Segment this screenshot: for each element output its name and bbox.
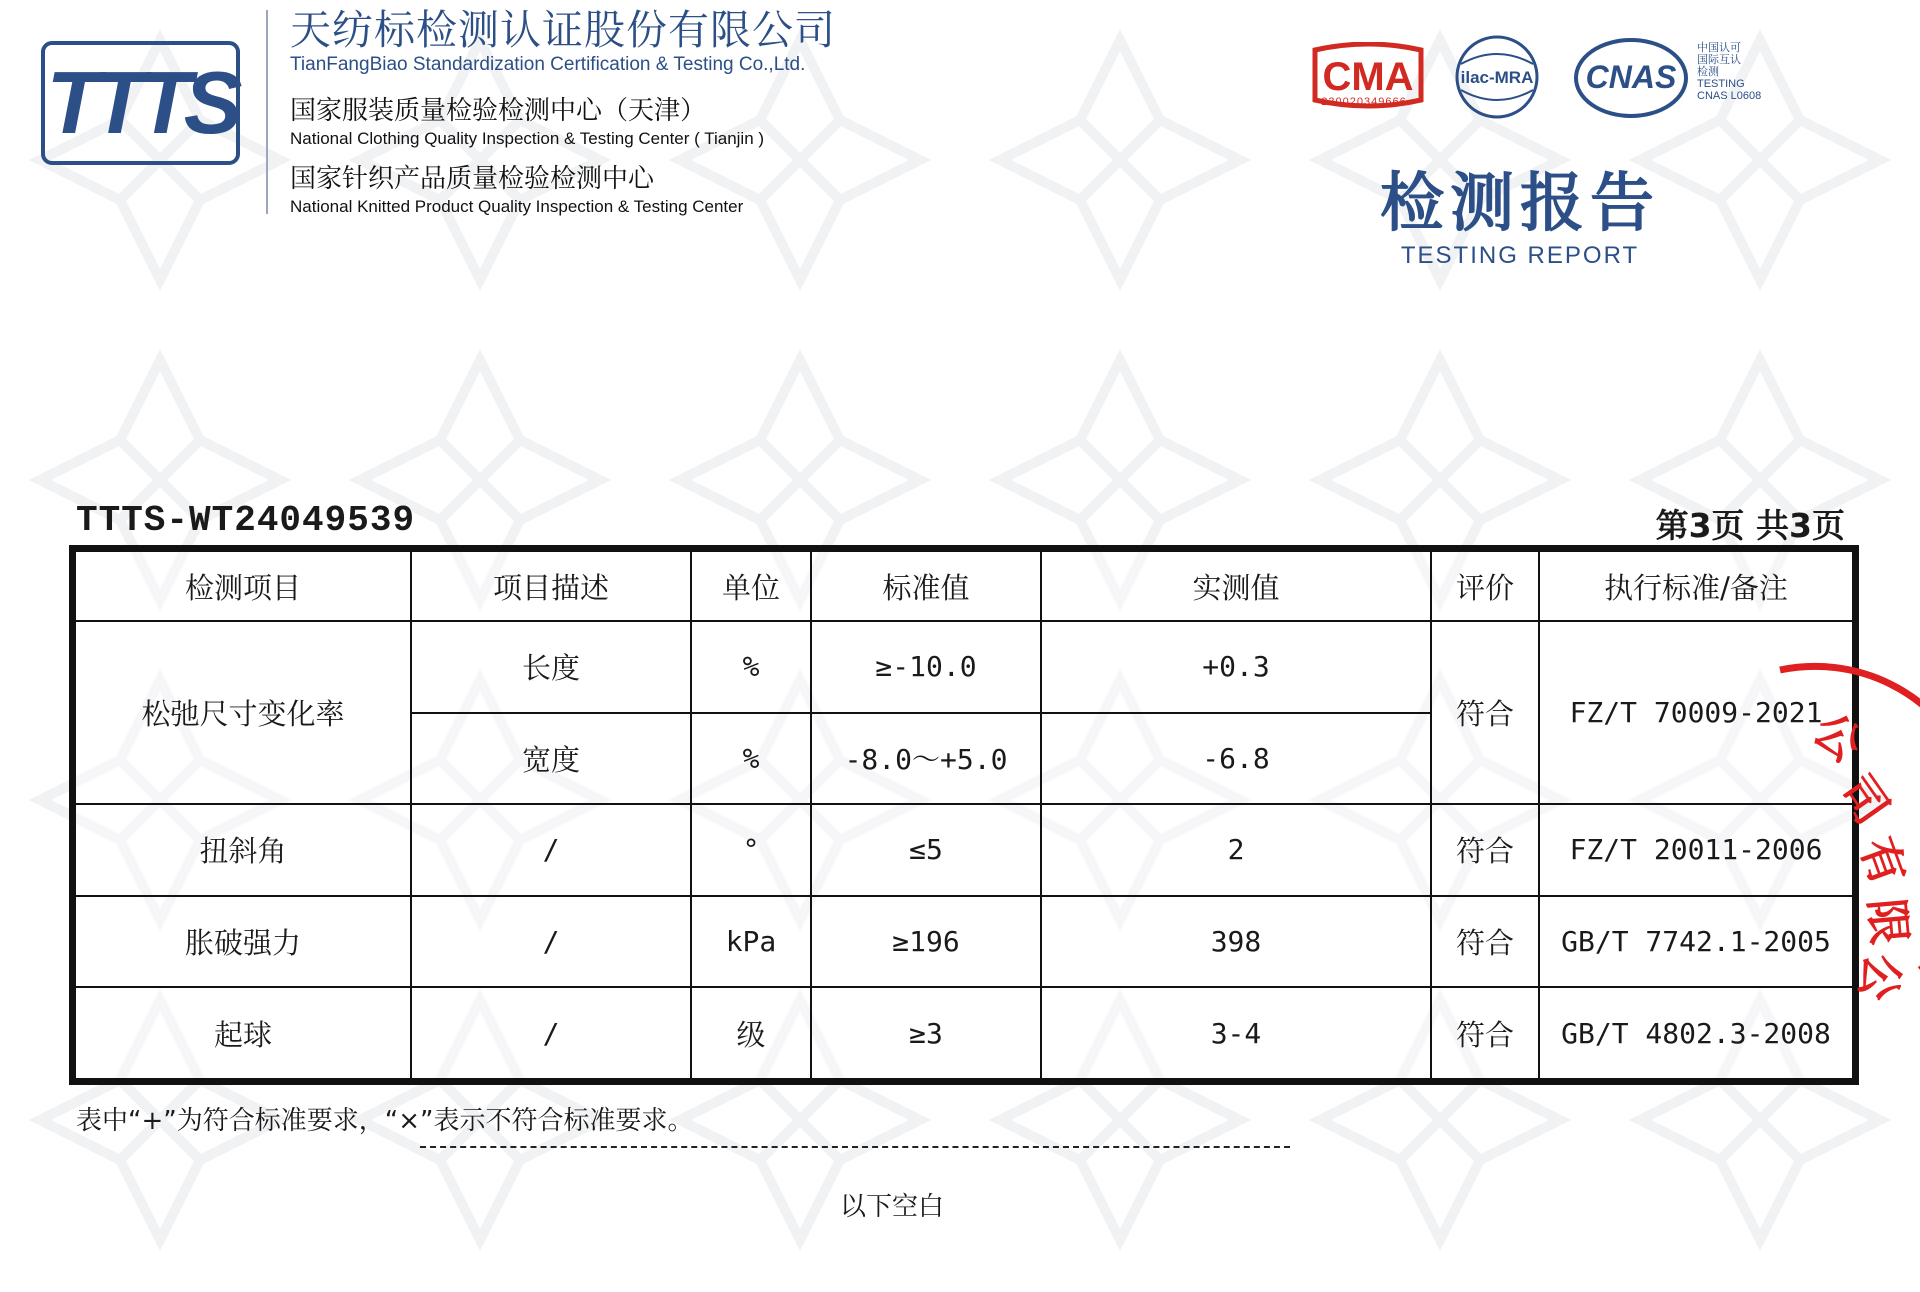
report-title xyxy=(1370,166,1670,270)
cell-item: 松弛尺寸变化率 xyxy=(75,621,411,804)
report-title-en: TESTING REPORT xyxy=(1400,242,1640,269)
cell-spec: -8.0～+5.0 xyxy=(811,713,1041,805)
company-name-en: TianFangBiao Standardization Certification & Testing Co.,Ltd. xyxy=(290,54,806,75)
cell-item: 起球 xyxy=(75,987,411,1079)
header-divider xyxy=(266,10,268,214)
company-name-cn: 天纺标检测认证股份有限公司 xyxy=(290,6,836,54)
cell-measured: 2 xyxy=(1041,804,1431,896)
company-logo: TTTS xyxy=(41,41,240,165)
cnas-mark xyxy=(1573,36,1689,120)
report-number: TTTS-WT24049539 xyxy=(76,500,416,541)
cell-measured: -6.8 xyxy=(1041,713,1431,805)
header-unit: 单位 xyxy=(691,551,811,621)
svg-text:司: 司 xyxy=(1828,765,1900,834)
cell-measured: 398 xyxy=(1041,896,1431,988)
cell-description: 宽度 xyxy=(411,713,691,805)
cell-item: 扭斜角 xyxy=(75,804,411,896)
table-row xyxy=(75,987,1853,1079)
center1-name-en: National Clothing Quality Inspection & Testing Center ( Tianjin ) xyxy=(290,129,765,148)
cell-standard: FZ/T 70009-2021 xyxy=(1539,621,1853,804)
header-measured-value: 实测值 xyxy=(1041,551,1431,621)
cell-standard: GB/T 7742.1-2005 xyxy=(1539,896,1853,988)
cnas-side-text: 中国认可 国际互认 检测 TESTING CNAS L0608 xyxy=(1697,42,1762,102)
svg-text:CNAS: CNAS xyxy=(1585,59,1677,95)
company-info xyxy=(290,6,836,218)
table-row xyxy=(75,896,1853,988)
svg-text:限: 限 xyxy=(1859,896,1917,947)
cell-measured: 3-4 xyxy=(1041,987,1431,1079)
dashed-separator xyxy=(420,1146,1290,1148)
cell-spec: ≥196 xyxy=(811,896,1041,988)
legend-note: 表中“+”为符合标准要求，“×”表示不符合标准要求。 xyxy=(76,1106,694,1136)
svg-text:有: 有 xyxy=(1849,830,1917,892)
cell-standard: GB/T 4802.3-2008 xyxy=(1539,987,1853,1079)
cell-result: 符合 xyxy=(1431,804,1539,896)
page-indicator: 第3页 共3页 xyxy=(1655,506,1845,545)
blank-below-text: 以下空白 xyxy=(840,1192,945,1222)
header-evaluation: 评价 xyxy=(1431,551,1539,621)
cell-spec: ≥-10.0 xyxy=(811,621,1041,713)
cell-spec: ≥3 xyxy=(811,987,1041,1079)
cell-description: / xyxy=(411,896,691,988)
cell-unit: % xyxy=(691,713,811,805)
header-description: 项目描述 xyxy=(411,551,691,621)
cma-number: 230020349666 xyxy=(1321,96,1407,108)
header-standard-value: 标准值 xyxy=(811,551,1041,621)
cell-description: / xyxy=(411,804,691,896)
cell-standard: FZ/T 20011-2006 xyxy=(1539,804,1853,896)
center2-name-cn: 国家针织产品质量检验检测中心 xyxy=(290,164,655,194)
center1-name-cn: 国家服装质量检验检测中心（天津） xyxy=(290,96,707,126)
svg-text:CMA: CMA xyxy=(1322,55,1414,99)
cell-result: 符合 xyxy=(1431,987,1539,1079)
cell-spec: ≤5 xyxy=(811,804,1041,896)
cell-result: 符合 xyxy=(1431,896,1539,988)
report-title-cn: 检测报告 xyxy=(1380,167,1660,241)
svg-text:公: 公 xyxy=(1849,950,1911,1005)
cell-description: / xyxy=(411,987,691,1079)
cell-measured: +0.3 xyxy=(1041,621,1431,713)
svg-text:公: 公 xyxy=(1802,702,1873,773)
cell-unit: % xyxy=(691,621,811,713)
cell-description: 长度 xyxy=(411,621,691,713)
table-row xyxy=(75,804,1853,896)
cell-result: 符合 xyxy=(1431,621,1539,804)
center2-name-en: National Knitted Product Quality Inspection & Testing Center xyxy=(290,197,744,216)
svg-text:ilac-MRA: ilac-MRA xyxy=(1460,68,1534,87)
header-standard-note: 执行标准/备注 xyxy=(1539,551,1853,621)
results-table xyxy=(69,545,1859,1085)
table-row xyxy=(75,621,1853,713)
certification-marks xyxy=(1305,32,1785,122)
cell-unit: 级 xyxy=(691,987,811,1079)
cell-unit: kPa xyxy=(691,896,811,988)
cell-unit: ° xyxy=(691,804,811,896)
cell-item: 胀破强力 xyxy=(75,896,411,988)
header-test-item: 检测项目 xyxy=(75,551,411,621)
ilac-mra-mark xyxy=(1447,32,1547,122)
table-header-row xyxy=(75,551,1853,621)
